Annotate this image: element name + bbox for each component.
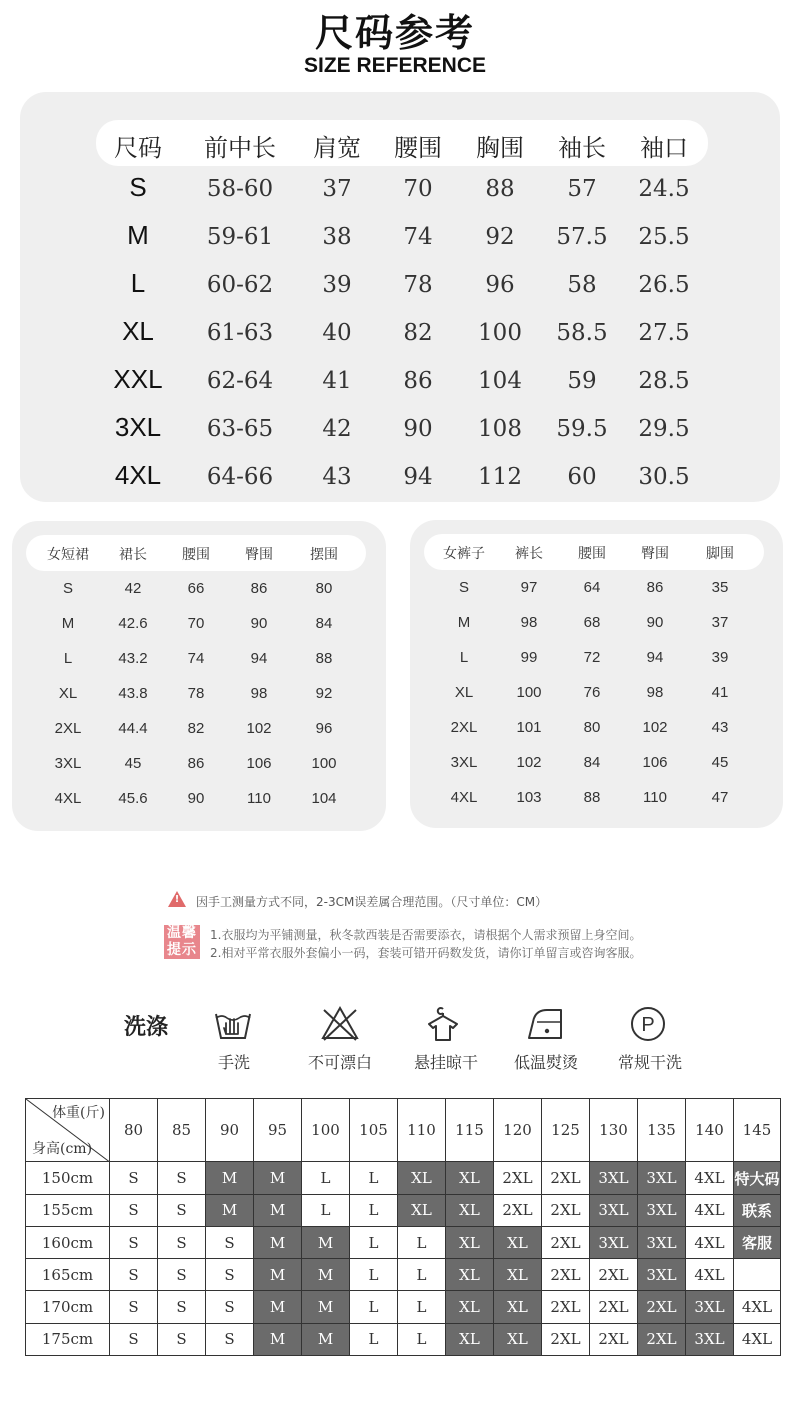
table-cell: 30.5	[638, 464, 690, 490]
table-cell: 59	[567, 368, 597, 394]
size-cell: XL	[494, 1226, 542, 1258]
table-cell: 27.5	[638, 320, 690, 346]
table-cell: 74	[403, 224, 433, 250]
table-cell: 72	[583, 649, 601, 666]
table-cell: 90	[646, 614, 664, 631]
table-cell: 102	[516, 754, 542, 771]
size-label: S	[129, 172, 147, 202]
size-cell: M	[302, 1226, 350, 1258]
hang-dry-label: 悬挂晾干	[413, 1053, 478, 1072]
tip-badge: 温馨提示	[164, 925, 200, 959]
table-row	[26, 1323, 781, 1355]
size-cell: S	[110, 1259, 158, 1291]
weight-header-cell: 145	[734, 1099, 781, 1162]
size-cell: XL	[494, 1323, 542, 1355]
size-cell: S	[158, 1323, 206, 1355]
table-cell: 44.4	[118, 720, 148, 737]
table-cell: 102	[642, 719, 668, 736]
table-cell: 57.5	[556, 224, 608, 250]
pants_table-header-cell: 女裤子	[443, 546, 485, 562]
table-cell: 88	[485, 176, 515, 202]
size-cell: 4XL	[686, 1162, 734, 1194]
main-header-cell: 腰围	[394, 134, 442, 162]
size-cell: XL	[494, 1291, 542, 1323]
main-header-cell: 前中长	[204, 134, 276, 162]
table-cell: 28.5	[638, 368, 690, 394]
size-label: XL	[122, 316, 154, 346]
weight-header-cell: 95	[254, 1099, 302, 1162]
skirt_table-header-cell: 臀围	[245, 547, 273, 563]
table-cell: 63-65	[206, 416, 274, 442]
size-cell: 2XL	[542, 1226, 590, 1258]
height-cell: 155cm	[26, 1194, 110, 1226]
table-row	[26, 1259, 781, 1291]
table-cell: 96	[485, 272, 515, 298]
size-cell: S	[158, 1291, 206, 1323]
table-row	[26, 1291, 781, 1323]
table-cell: 102	[246, 720, 272, 737]
table-cell: 80	[315, 580, 333, 597]
table-cell: 78	[403, 272, 433, 298]
size-cell: M	[254, 1259, 302, 1291]
table-cell: 98	[520, 614, 538, 631]
table-row	[26, 1162, 781, 1194]
skirt-size-table	[12, 521, 386, 831]
weight-header-cell: 105	[350, 1099, 398, 1162]
table-cell: 90	[187, 790, 205, 807]
size-cell: 2XL	[494, 1194, 542, 1226]
size-cell: XL	[446, 1194, 494, 1226]
weight-header-cell: 100	[302, 1099, 350, 1162]
size-cell: M	[302, 1291, 350, 1323]
size-cell: XL	[446, 1291, 494, 1323]
skirt_table-header-cell: 腰围	[182, 547, 210, 563]
table-cell: 84	[583, 754, 601, 771]
size-label: 2XL	[450, 719, 478, 736]
table-cell: 103	[516, 789, 542, 806]
size-cell: L	[350, 1194, 398, 1226]
table-cell: 57	[567, 176, 597, 202]
weight-header-cell: 120	[494, 1099, 542, 1162]
size-cell: XL	[446, 1323, 494, 1355]
size-label: 3XL	[114, 412, 162, 442]
table-cell: 60-62	[206, 272, 274, 298]
size-cell: M	[254, 1194, 302, 1226]
size-cell: XL	[494, 1259, 542, 1291]
table-cell: 110	[643, 789, 667, 806]
table-cell: 43	[322, 464, 352, 490]
main-header-cell: 尺码	[114, 134, 162, 162]
main-header-cell: 胸围	[476, 134, 524, 162]
size-cell: L	[302, 1162, 350, 1194]
size-label: XL	[454, 684, 474, 701]
size-label: XL	[58, 685, 78, 702]
table-cell: 82	[187, 720, 205, 737]
size-label: S	[458, 579, 469, 596]
table-cell: 58.5	[556, 320, 608, 346]
tip-line-1: 1.衣服均为平铺测量，秋冬款西装是否需要添衣，请根据个人需求预留上身空间。	[210, 928, 642, 942]
corner-cell	[26, 1099, 110, 1162]
table-cell: 97	[520, 579, 538, 596]
table-cell: 101	[516, 719, 542, 736]
main-header-cell: 肩宽	[313, 134, 361, 162]
size-cell: 3XL	[590, 1194, 638, 1226]
table-cell: 58-60	[206, 176, 274, 202]
main-header-cell: 袖口	[640, 134, 688, 162]
size-cell: 联系	[734, 1194, 781, 1226]
table-cell: 90	[403, 416, 433, 442]
weight-header-cell: 85	[158, 1099, 206, 1162]
pants_table-header-cell: 脚围	[706, 546, 734, 562]
table-cell: 86	[646, 579, 664, 596]
table-cell: 59-61	[206, 224, 274, 250]
dry-clean-label: 常规干洗	[617, 1053, 682, 1072]
table-cell: 78	[187, 685, 205, 702]
size-cell: S	[206, 1259, 254, 1291]
size-cell: S	[110, 1162, 158, 1194]
weight-header-cell: 140	[686, 1099, 734, 1162]
size-cell: 2XL	[542, 1291, 590, 1323]
table-cell: 86	[250, 580, 268, 597]
height-cell: 170cm	[26, 1291, 110, 1323]
low-iron-label: 低温熨烫	[513, 1053, 578, 1072]
table-cell: 41	[322, 368, 352, 394]
table-cell: 104	[478, 368, 522, 394]
dry-clean-icon	[628, 1004, 668, 1044]
table-cell: 74	[187, 650, 205, 667]
size-cell: 3XL	[638, 1259, 686, 1291]
table-cell: 60	[567, 464, 597, 490]
table-cell: 66	[187, 580, 205, 597]
table-cell: 94	[250, 650, 268, 667]
weight-header-cell: 130	[590, 1099, 638, 1162]
table-row	[26, 1226, 781, 1258]
table-cell: 64	[583, 579, 601, 596]
table-cell: 40	[322, 320, 352, 346]
size-label: M	[127, 220, 149, 250]
size-cell: L	[398, 1226, 446, 1258]
size-label: 3XL	[450, 754, 478, 771]
size-cell: 2XL	[542, 1323, 590, 1355]
size-label: 4XL	[114, 460, 162, 490]
size-cell: 3XL	[590, 1226, 638, 1258]
size-cell: L	[350, 1226, 398, 1258]
height-cell: 165cm	[26, 1259, 110, 1291]
size-cell: 3XL	[686, 1291, 734, 1323]
table-cell: 92	[315, 685, 333, 702]
size-cell: S	[110, 1291, 158, 1323]
table-cell: 42	[124, 580, 142, 597]
table-cell: 99	[520, 649, 538, 666]
size-cell: 4XL	[686, 1259, 734, 1291]
size-cell: 2XL	[494, 1162, 542, 1194]
hand-wash-label: 手洗	[217, 1053, 250, 1072]
size-label: M	[457, 614, 471, 631]
table-cell: 37	[322, 176, 352, 202]
size-cell: 客服	[734, 1226, 781, 1258]
weight-header-cell: 80	[110, 1099, 158, 1162]
size-label: M	[61, 615, 75, 632]
size-cell: 4XL	[734, 1323, 781, 1355]
height-cell: 150cm	[26, 1162, 110, 1194]
table-cell: 68	[583, 614, 601, 631]
table-cell: 82	[403, 320, 433, 346]
low-iron-icon	[525, 1004, 565, 1044]
size-cell: XL	[398, 1162, 446, 1194]
weight-header-cell: 125	[542, 1099, 590, 1162]
table-cell: 100	[516, 684, 542, 701]
size-cell: 3XL	[638, 1194, 686, 1226]
size-cell: 4XL	[686, 1226, 734, 1258]
weight-label: 体重(斤)	[52, 1105, 105, 1121]
size-cell: XL	[446, 1259, 494, 1291]
size-cell: XL	[398, 1194, 446, 1226]
size-cell: L	[302, 1194, 350, 1226]
size-cell: 3XL	[638, 1226, 686, 1258]
corner-diagonal	[26, 1099, 109, 1161]
size-label: XXL	[113, 364, 163, 394]
page-subtitle: SIZE REFERENCE	[303, 54, 487, 77]
table-cell: 106	[246, 755, 272, 772]
weight-header-cell: 115	[446, 1099, 494, 1162]
table-cell: 45.6	[118, 790, 148, 807]
table-cell: 47	[711, 789, 729, 806]
size-cell: M	[206, 1162, 254, 1194]
table-cell: 62-64	[206, 368, 274, 394]
no-bleach-icon	[320, 1004, 360, 1044]
weight-header-row	[26, 1099, 781, 1162]
size-cell: L	[350, 1162, 398, 1194]
table-cell: 70	[187, 615, 205, 632]
washing-title: 洗涤	[124, 1015, 169, 1040]
size-cell: M	[302, 1323, 350, 1355]
table-cell: 100	[478, 320, 522, 346]
table-cell: 24.5	[638, 176, 690, 202]
size-cell: L	[398, 1323, 446, 1355]
size-cell: 3XL	[590, 1162, 638, 1194]
skirt_table-header-cell: 摆围	[310, 547, 338, 563]
table-cell: 59.5	[556, 416, 608, 442]
measurement-notice: 因手工测量方式不同，2-3CM误差属合理范围。（尺寸单位：CM）	[196, 895, 548, 909]
tip-line-2: 2.相对平常衣服外套偏小一码，套装可错开码数发货，请你订单留言或咨询客服。	[210, 946, 642, 960]
table-cell: 104	[311, 790, 337, 807]
size-cell: 2XL	[638, 1323, 686, 1355]
size-cell: S	[158, 1226, 206, 1258]
size-cell: L	[350, 1259, 398, 1291]
height-cell: 175cm	[26, 1323, 110, 1355]
no-bleach-label: 不可漂白	[307, 1053, 372, 1072]
size-cell: 2XL	[542, 1194, 590, 1226]
table-cell: 58	[567, 272, 597, 298]
size-cell: 2XL	[542, 1162, 590, 1194]
size-cell: M	[254, 1226, 302, 1258]
size-label: 2XL	[54, 720, 82, 737]
size-cell: 4XL	[686, 1194, 734, 1226]
table-cell: 29.5	[638, 416, 690, 442]
table-cell: 42	[322, 416, 352, 442]
pants-size-table	[410, 520, 783, 828]
table-cell: 88	[583, 789, 601, 806]
table-cell: 96	[315, 720, 333, 737]
weight-height-table	[25, 1098, 781, 1356]
table-cell: 61-63	[206, 320, 274, 346]
table-cell: 110	[247, 790, 271, 807]
weight-header-cell: 90	[206, 1099, 254, 1162]
table-cell: 25.5	[638, 224, 690, 250]
size-label: L	[459, 649, 469, 666]
size-cell: M	[206, 1194, 254, 1226]
table-cell: 42.6	[118, 615, 148, 632]
table-cell: 106	[642, 754, 668, 771]
table-cell: 100	[311, 755, 337, 772]
table-cell: 43.2	[118, 650, 148, 667]
table-cell: 112	[478, 464, 522, 490]
size-cell: XL	[446, 1162, 494, 1194]
height-cell: 160cm	[26, 1226, 110, 1258]
size-label: 4XL	[450, 789, 478, 806]
size-cell: L	[350, 1291, 398, 1323]
table-cell: 39	[322, 272, 352, 298]
main-size-table	[20, 92, 780, 502]
size-cell: S	[110, 1194, 158, 1226]
size-cell: S	[158, 1194, 206, 1226]
size-cell: L	[350, 1323, 398, 1355]
table-cell: 108	[478, 416, 522, 442]
size-cell: 特大码	[734, 1162, 781, 1194]
size-cell: 2XL	[638, 1291, 686, 1323]
table-cell: 45	[711, 754, 729, 771]
size-label: 3XL	[54, 755, 82, 772]
table-cell: 43	[711, 719, 729, 736]
size-cell: S	[158, 1259, 206, 1291]
size-cell: 2XL	[590, 1259, 638, 1291]
warning-mark: !	[174, 894, 180, 905]
table-cell: 43.8	[118, 685, 148, 702]
size-cell: 3XL	[686, 1323, 734, 1355]
skirt_table-header-cell: 女短裙	[47, 547, 89, 563]
size-cell	[734, 1259, 781, 1291]
weight-header-cell: 110	[398, 1099, 446, 1162]
size-label: S	[62, 580, 73, 597]
table-cell: 37	[711, 614, 729, 631]
size-cell: S	[206, 1226, 254, 1258]
size-cell: XL	[446, 1226, 494, 1258]
size-label: L	[130, 268, 146, 298]
table-cell: 76	[583, 684, 601, 701]
size-label: L	[63, 650, 73, 667]
hang-dry-icon	[423, 1004, 463, 1044]
pants_table-header-cell: 裤长	[515, 546, 543, 562]
size-cell: M	[254, 1162, 302, 1194]
size-cell: S	[110, 1226, 158, 1258]
size-cell: S	[158, 1162, 206, 1194]
table-row	[26, 1194, 781, 1226]
main-header-cell: 袖长	[558, 134, 606, 162]
size-cell: S	[110, 1323, 158, 1355]
size-cell: S	[206, 1291, 254, 1323]
height-label: 身高(cm)	[32, 1141, 93, 1158]
table-cell: 94	[403, 464, 433, 490]
pants_table-header-cell: 腰围	[578, 546, 606, 562]
size-label: 4XL	[54, 790, 82, 807]
table-cell: 35	[711, 579, 729, 596]
table-cell: 64-66	[206, 464, 274, 490]
weight-header-cell: 135	[638, 1099, 686, 1162]
size-cell: 2XL	[590, 1323, 638, 1355]
size-cell: M	[254, 1323, 302, 1355]
size-cell: M	[302, 1259, 350, 1291]
table-cell: 98	[250, 685, 268, 702]
table-cell: 84	[315, 615, 333, 632]
size-cell: 2XL	[542, 1259, 590, 1291]
size-cell: L	[398, 1259, 446, 1291]
size-cell: S	[206, 1323, 254, 1355]
table-cell: 26.5	[638, 272, 690, 298]
table-cell: 88	[315, 650, 333, 667]
table-cell: 98	[646, 684, 664, 701]
size-cell: L	[398, 1291, 446, 1323]
size-cell: 2XL	[590, 1291, 638, 1323]
size-cell: 4XL	[734, 1291, 781, 1323]
skirt_table-header-cell: 裙长	[119, 547, 147, 563]
table-cell: 80	[583, 719, 601, 736]
table-cell: 92	[485, 224, 515, 250]
table-cell: 86	[187, 755, 205, 772]
page-title: 尺码参考	[314, 11, 475, 55]
table-cell: 86	[403, 368, 433, 394]
table-cell: 38	[322, 224, 352, 250]
table-cell: 90	[250, 615, 268, 632]
table-cell: 94	[646, 649, 664, 666]
table-cell: 45	[124, 755, 142, 772]
size-cell: 3XL	[638, 1162, 686, 1194]
table-cell: 39	[711, 649, 729, 666]
size-cell: M	[254, 1291, 302, 1323]
pants_table-header-cell: 臀围	[641, 546, 669, 562]
hand-wash-icon	[213, 1004, 253, 1044]
table-cell: 41	[711, 684, 729, 701]
svg-text:P: P	[641, 1014, 655, 1036]
table-cell: 70	[403, 176, 433, 202]
